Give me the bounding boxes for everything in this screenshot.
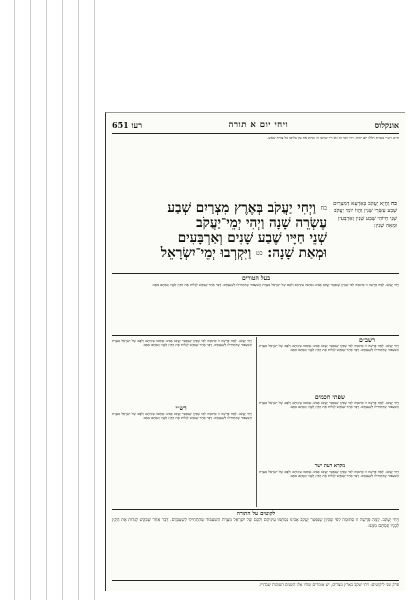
header-rule [112, 133, 399, 134]
verse-number-28: כח [320, 205, 327, 212]
targum-column [331, 201, 397, 231]
baal-haturim-heading: בעל הטורים [241, 275, 271, 282]
lower-rule [112, 509, 399, 510]
footer-note: פרק שני ליקוטים: ויחי יעקב בארץ מצרים, יש אומרים שהיו אלו השנים הטובות שבחייו. [258, 582, 399, 587]
verse-number-29: כט [255, 250, 263, 257]
verse-line-2: עֶשְׂרֵה שָׁנָה וַיְהִי יְמֵי־יַעֲקֹב [196, 215, 327, 231]
footer-rule [112, 580, 399, 581]
ikar-text: וַיְחִי יַעֲקֹב. לָמָּה פָּרָשָׁה זוֹ סְתוּמָה לְפִי שֶׁכֵּיוָן שֶׁנִּפְטַר יַעֲקֹב אָבִינוּ נִסְתְּמוּ עֵינֵיהֶם וְלִבָּם שֶׁל יִשְׂרָאֵל מִצָּרַת הַשִּׁעְבּוּד שֶׁהִתְחִילוּ לְשַׁעְבְּדָם. דָּבָר אַחֵר שֶׁבִּקֵּשׁ לְגַלּוֹת אֶת הַקֵּץ לְבָנָיו וְנִסְתַּם מִמֶּנּוּ. [259, 470, 399, 479]
sifsei-chachamim-heading: שפתי חכמים [314, 394, 346, 401]
page-header [112, 119, 399, 130]
sifsei-chachamim-text: וַיְחִי יַעֲקֹב. לָמָּה פָּרָשָׁה זוֹ סְתוּמָה לְפִי שֶׁכֵּיוָן שֶׁנִּפְטַר יַעֲקֹב אָבִינוּ נִסְתְּמוּ עֵינֵיהֶם וְלִבָּם שֶׁל יִשְׂרָאֵל מִצָּרַת הַשִּׁעְבּוּד שֶׁהִתְחִילוּ לְשַׁעְבְּדָם. דָּבָר אַחֵר שֶׁבִּקֵּשׁ לְגַלּוֹת אֶת הַקֵּץ לְבָנָיו וְנִסְתַּם מִמֶּנּוּ. [259, 401, 399, 410]
top-note: ת״ש רש״י בשרת הללו יזם יהוה, ויח יזכר זה זאו ריי שרשו ה׳ מחת אח עין בליטו כל צורח שאש. [267, 136, 399, 140]
verse-rule [112, 273, 399, 274]
verse-line-1: וַיְחִי יַעֲקֹב בְּאֶרֶץ מִצְרַיִם שְׁבַע [167, 200, 316, 216]
rashbam-text: וַיְחִי יַעֲקֹב. לָמָּה פָּרָשָׁה זוֹ סְתוּמָה לְפִי שֶׁכֵּיוָן שֶׁנִּפְטַר יַעֲקֹב אָבִינוּ נִסְתְּמוּ עֵינֵיהֶם וְלִבָּם שֶׁל יִשְׂרָאֵל מִצָּרַת הַשִּׁעְבּוּד שֶׁהִתְחִילוּ לְשַׁעְבְּדָם. דָּבָר אַחֵר שֶׁבִּקֵּשׁ לְגַלּוֹת אֶת הַקֵּץ לְבָנָיו וְנִסְתַּם מִמֶּנּוּ. [259, 344, 399, 353]
page-edges [0, 0, 110, 600]
targum-label: כח [391, 201, 397, 207]
column-divider [256, 337, 257, 507]
verse-line-5: וַיִּקְרְבוּ יְמֵי־יִשְׂרָאֵל [160, 245, 252, 261]
left-commentary-text: וַיְחִי יַעֲקֹב. לָמָּה פָּרָשָׁה זוֹ סְתוּמָה לְפִי שֶׁכֵּיוָן שֶׁנִּפְטַר יַעֲקֹב אָבִינוּ נִסְתְּמוּ עֵינֵיהֶם וְלִבָּם שֶׁל יִשְׂרָאֵל מִצָּרַת הַשִּׁעְבּוּד שֶׁהִתְחִילוּ לְשַׁעְבְּדָם. דָּבָר אַחֵר שֶׁבִּקֵּשׁ לְגַלּוֹת אֶת הַקֵּץ לְבָנָיו וְנִסְתַּם מִמֶּנּוּ. [112, 339, 252, 348]
section-rule [112, 335, 399, 336]
targum-text: וַחֲיָא יַעֲקֹב בְּאַרְעָא דְמִצְרַיִם שְׁבַע עַשְׂרֵי שְׁנִין וַהֲווֹ יוֹמֵי יַעֲקֹב שְׁנֵי חַיּוֹהִי שְׁבַע שְׁנִין וְאַרְבְּעִין וּמְאָה שְׁנִין: [333, 201, 397, 230]
lekutim-text: וַיְחִי יַעֲקֹב. לָמָּה פָּרָשָׁה זוֹ סְתוּמָה לְפִי שֶׁכֵּיוָן שֶׁנִּפְטַר יַעֲקֹב אָבִינוּ נִסְתְּמוּ עֵינֵיהֶם וְלִבָּם שֶׁל יִשְׂרָאֵל מִצָּרַת הַשִּׁעְבּוּד שֶׁהִתְחִילוּ לְשַׁעְבְּדָם. דָּבָר אַחֵר שֶׁבִּקֵּשׁ לְגַלּוֹת אֶת הַקֵּץ לְבָנָיו וְנִסְתַּם מִמֶּנּוּ. [112, 518, 399, 529]
baal-haturim-text: וַיְחִי יַעֲקֹב. לָמָּה פָּרָשָׁה זוֹ סְתוּמָה לְפִי שֶׁכֵּיוָן שֶׁנִּפְטַר יַעֲקֹב אָבִינוּ נִסְתְּמוּ עֵינֵיהֶם וְלִבָּם שֶׁל יִשְׂרָאֵל מִצָּרַת הַשִּׁעְבּוּד שֶׁהִתְחִילוּ לְשַׁעְבְּדָם. דָּבָר אַחֵר שֶׁבִּקֵּשׁ לְגַלּוֹת אֶת הַקֵּץ לְבָנָיו וְנִסְתַּם מִמֶּנּוּ. [151, 283, 399, 287]
verse-line-3: שְׁנֵי חַיָּיו שֶׁבַע שָׁנִים וְאַרְבָּעִים [177, 230, 327, 246]
header-page-number: רעו 651 [112, 119, 143, 130]
rashbam-heading: רשב״ם [358, 337, 376, 344]
ikar-heading: מקרא דעת ישר [314, 463, 346, 469]
rashi-text: וַיְחִי יַעֲקֹב. לָמָּה פָּרָשָׁה זוֹ סְתוּמָה לְפִי שֶׁכֵּיוָן שֶׁנִּפְטַר יַעֲקֹב אָבִינוּ נִסְתְּמוּ עֵינֵיהֶם וְלִבָּם שֶׁל יִשְׂרָאֵל מִצָּרַת הַשִּׁעְבּוּד שֶׁהִתְחִילוּ לְשַׁעְבְּדָם. דָּבָר אַחֵר שֶׁבִּקֵּשׁ לְגַלּוֹת אֶת הַקֵּץ לְבָנָיו וְנִסְתַּם מִמֶּנּוּ. [112, 412, 252, 421]
header-title: ויחי יום א תורה [228, 120, 289, 130]
main-verse [122, 201, 327, 261]
header-right: אונקלוס [374, 119, 399, 130]
book-page [105, 112, 405, 591]
verse-line-4: וּמְאַת שָׁנָה: [267, 245, 327, 261]
rashi-heading: רש״י [175, 405, 187, 412]
lekutim-heading: לקוטים על התורה [236, 511, 276, 517]
